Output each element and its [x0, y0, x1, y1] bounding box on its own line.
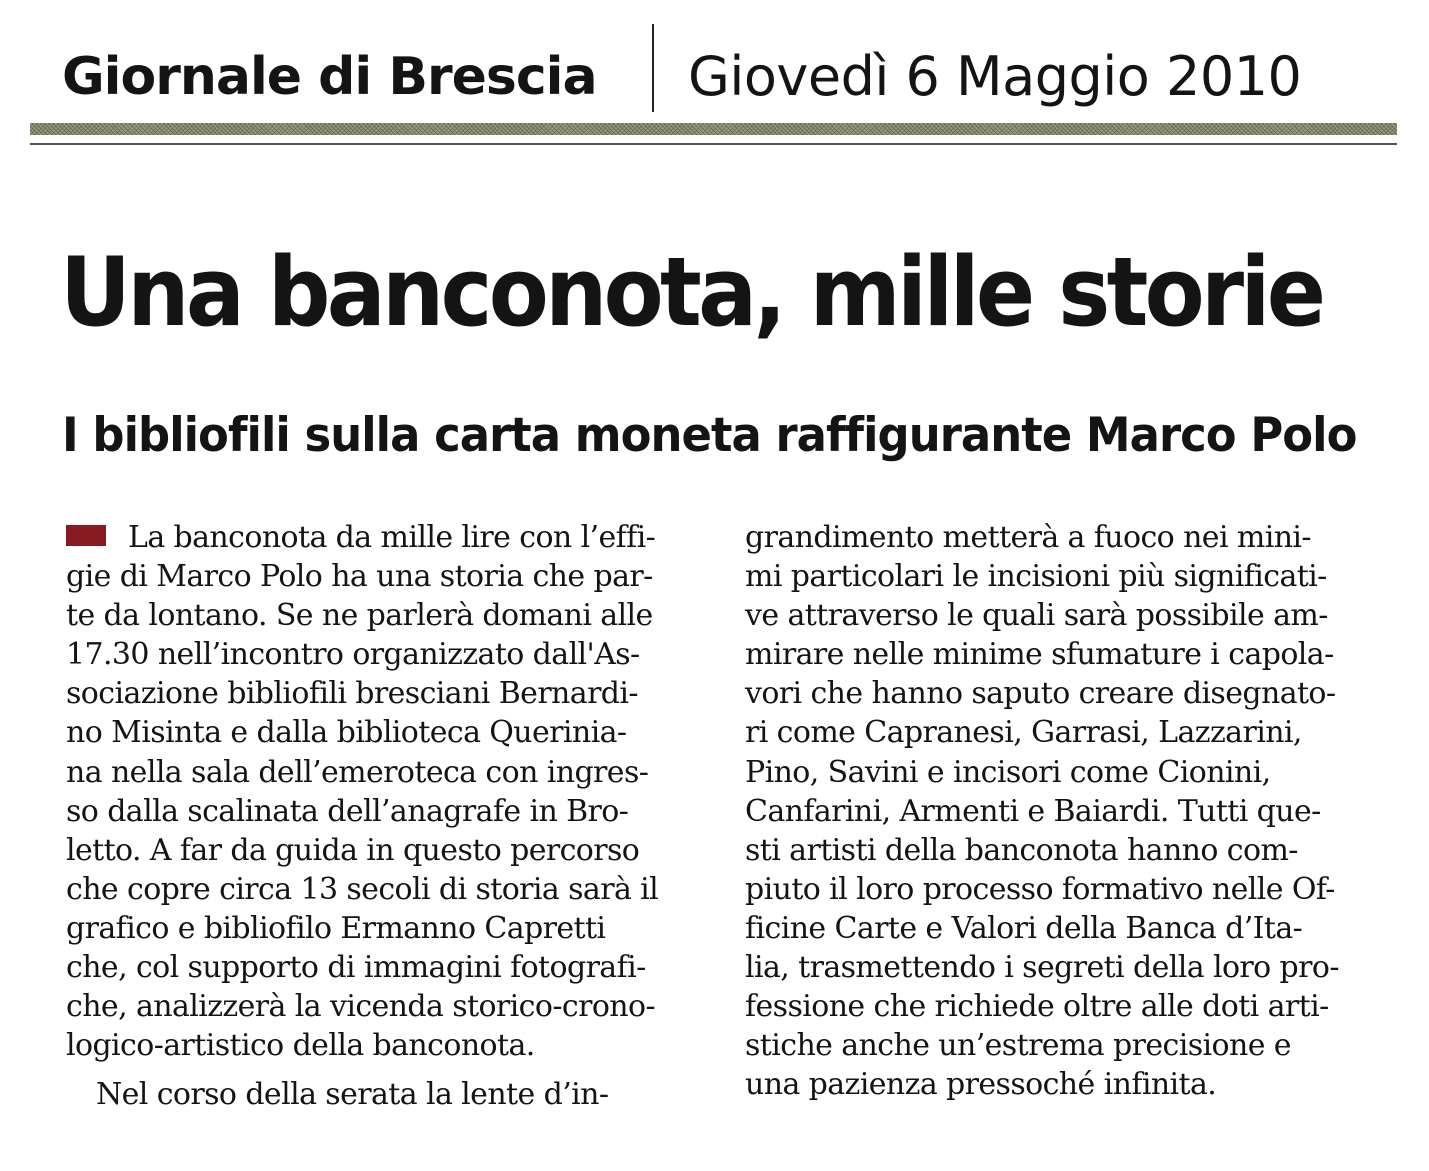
article-column-left	[66, 518, 658, 1114]
column-line: che copre circa 13 secoli di storia sarà il	[66, 871, 659, 907]
paragraph-gap	[66, 1065, 658, 1075]
column-line: sociazione bibliofili bresciani Bernardi-	[66, 676, 638, 712]
column-line: mi particolari le incisioni più significati-	[745, 559, 1327, 595]
issue-date: Giovedì 6 Maggio 2010	[688, 45, 1302, 108]
column-line: gie di Marco Polo ha una storia che par-	[66, 559, 653, 595]
masthead-rule-line	[30, 143, 1397, 145]
column-line: stiche anche un’estrema precisione e	[745, 1028, 1291, 1064]
masthead	[0, 0, 1429, 150]
column-line: logico-artistico della banconota.	[66, 1028, 535, 1064]
column-line: te da lontano. Se ne parlerà domani alle	[66, 598, 653, 634]
column-line: che, col supporto di immagini fotografi-	[66, 950, 646, 986]
column-line: Pino, Savini e incisori come Cionini,	[745, 754, 1271, 790]
column-line: grandimento metterà a fuoco nei mini-	[745, 520, 1311, 555]
article-subheadline: I bibliofili sulla carta moneta raffigurante Marco Polo	[62, 408, 1357, 463]
column-line	[66, 1075, 658, 1114]
newspaper-name: Giornale di Brescia	[62, 47, 597, 107]
line-text: La banconota da mille lire con l’effi-	[128, 520, 656, 555]
column-line: che, analizzerà la vicenda storico-crono-	[66, 989, 655, 1025]
column-line: no Misinta e dalla biblioteca Querinia-	[66, 715, 627, 751]
column-line: mirare nelle minime sfumature i capola-	[745, 637, 1334, 673]
masthead-rule-band	[30, 123, 1397, 135]
column-line: ficine Carte e Valori della Banca d’Ita-	[745, 910, 1303, 946]
paragraph-bullet-marker	[66, 525, 106, 546]
column-line: una pazienza pressoché infinita.	[745, 1067, 1217, 1103]
column-line: ve attraverso le quali sarà possibile am-	[745, 598, 1328, 634]
article-column-right	[745, 518, 1339, 1104]
column-line: fessione che richiede oltre alle doti arti-	[745, 989, 1329, 1025]
column-line: lia, trasmettendo i segreti della loro pro-	[745, 950, 1339, 986]
column-line: Canfarini, Armenti e Baiardi. Tutti que-	[745, 793, 1321, 829]
column-line: vori che hanno saputo creare disegnato-	[745, 676, 1336, 712]
line-text: Nel corso della serata la lente d’in-	[96, 1077, 609, 1113]
column-line: 17.30 nell’incontro organizzato dall'As-	[66, 637, 640, 673]
column-line: so dalla scalinata dell’anagrafe in Bro-	[66, 793, 629, 829]
column-line	[66, 518, 658, 557]
column-line: ri come Capranesi, Garrasi, Lazzarini,	[745, 715, 1302, 751]
column-line: na nella sala dell’emeroteca con ingres-	[66, 754, 649, 790]
column-line: piuto il loro processo formativo nelle Of-	[745, 871, 1335, 907]
column-line: sti artisti della banconota hanno com-	[745, 832, 1298, 868]
article-headline: Una banconota, mille storie	[60, 238, 1323, 348]
column-line: letto. A far da guida in questo percorso	[66, 832, 640, 868]
masthead-divider	[652, 24, 654, 112]
column-line: grafico e bibliofilo Ermanno Capretti	[66, 910, 606, 946]
